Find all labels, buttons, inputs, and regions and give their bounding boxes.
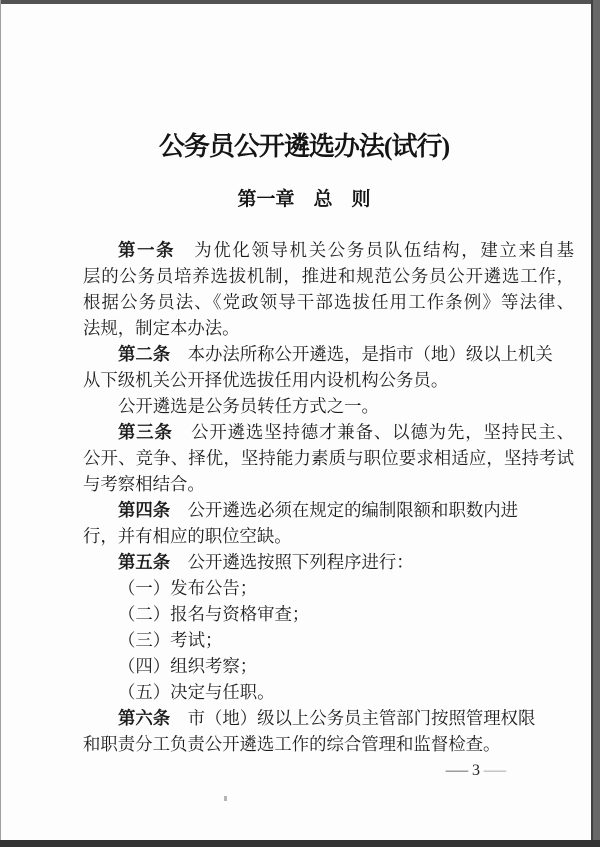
- text-line: 第三条 公开遴选坚持德才兼备、以德为先，坚持民主、: [118, 422, 574, 442]
- scan-border-right: [593, 0, 600, 847]
- text-line: 法规，制定本办法。: [83, 318, 240, 338]
- text-line: 从下级机关公开择优选拔任用内设机构公务员。: [83, 370, 449, 390]
- article-number: 第四条: [118, 500, 171, 520]
- text-line: 和职责分工负责公开遴选工作的综合管理和监督检查。: [83, 734, 501, 754]
- text-line: 根据公务员法、《党政领导干部选拔任用工作条例》等法律、: [83, 292, 574, 312]
- footer-dash-right: —: [483, 762, 507, 779]
- text-line: 行，并有相应的职位空缺。: [83, 526, 292, 546]
- scan-speck: [224, 796, 227, 801]
- text-line: 与考察相结合。: [83, 474, 205, 494]
- article-number: 第五条: [118, 552, 171, 572]
- text-line: （二）报名与资格审查；: [118, 604, 310, 624]
- text-line: 第一条 为优化领导机关公务员队伍结构，建立来自基: [118, 240, 574, 260]
- text-line: （一）发布公告；: [118, 578, 258, 598]
- scan-border-bottom: [0, 840, 600, 847]
- page-footer: [442, 762, 510, 780]
- text-line: 第二条 本办法所称公开遴选，是指市（地）级以上机关: [118, 344, 553, 364]
- text-line: 第四条 公开遴选必须在规定的编制限额和职数内进: [118, 500, 519, 520]
- text-line: 公开遴选是公务员转任方式之一。: [118, 396, 379, 416]
- article-number: 第三条: [118, 422, 173, 442]
- text-line: 第五条 公开遴选按照下列程序进行：: [118, 552, 414, 572]
- text-line: 层的公务员培养选拔机制，推进和规范公务员公开遴选工作，: [83, 266, 574, 286]
- article-number: 第六条: [118, 708, 171, 728]
- document-body: [83, 237, 574, 757]
- article-number: 第一条: [118, 240, 176, 260]
- chapter-heading: 第一章 总 则: [237, 189, 371, 210]
- text-line: （三）考试；: [118, 630, 223, 650]
- text-line: 第六条 市（地）级以上公务员主管部门按照管理权限: [118, 708, 536, 728]
- page-number: 3: [472, 762, 480, 779]
- text-line: （四）组织考察；: [118, 656, 258, 676]
- page-title: 公务员公开遴选办法(试行): [158, 132, 450, 161]
- text-line: （五）决定与任职。: [118, 682, 275, 702]
- article-number: 第二条: [118, 344, 171, 364]
- footer-dash-left: —: [445, 762, 469, 779]
- text-line: 公开、竞争、择优，坚持能力素质与职位要求相适应，坚持考试: [83, 448, 574, 468]
